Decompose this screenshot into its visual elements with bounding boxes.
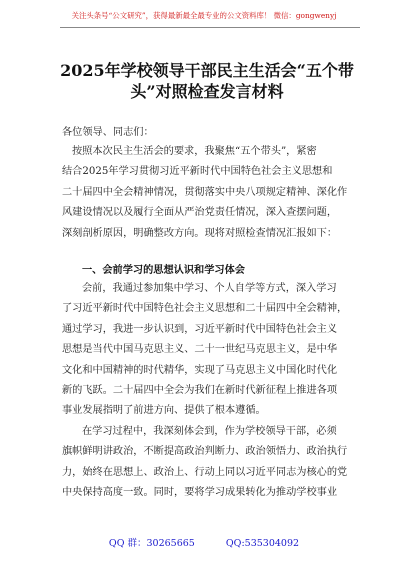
intro-line: 深刻剖析原因，明确整改方向。现将对照检查情况汇报如下：	[62, 227, 338, 239]
header-banner: 关注头条号“公文研究”，获得最新最全最专业的公文资料库！ 微信：gongwenyj	[71, 11, 337, 20]
paragraph-line: 思想是当代中国马克思主义、二十一世纪马克思主义，是中华	[62, 344, 338, 356]
paragraph-line: 在学习过程中，我深刻体会到，作为学校领导干部，必须	[82, 426, 337, 437]
section-paragraph-2	[62, 422, 354, 504]
header-divider	[60, 27, 360, 28]
intro-line: 结合2025年学习贯彻习近平新时代中国特色社会主义思想和	[62, 166, 333, 178]
paragraph-line: 新的飞跃。二十届四中全会为我们在新时代新征程上推进各项	[62, 384, 338, 396]
paragraph-line: 了习近平新时代中国特色社会主义思想和二十届四中全会精神，	[62, 303, 348, 315]
paragraph-line: 文化和中国精神的时代精华，实现了马克思主义中国化时代化	[62, 364, 338, 376]
qq-group-number: QQ 群：30265665	[108, 538, 195, 549]
paragraph-line: 通过学习，我进一步认识到，习近平新时代中国特色社会主义	[62, 323, 338, 335]
intro-line: 二十届四中全会精神情况，贯彻落实中央八项规定精神、深化作	[62, 186, 348, 198]
intro-line: 风建设情况以及履行全面从严治党责任情况，深入查摆问题，	[62, 207, 338, 219]
intro-paragraph	[62, 142, 354, 244]
document-title: 2025年学校领导干部民主生活会“五个带头”对照检查发言材料	[60, 61, 354, 101]
paragraph-line: 事业发展指明了前进方向、提供了根本遵循。	[62, 405, 266, 417]
paragraph-line: 力，始终在思想上、政治上、行动上同以习近平同志为核心的党	[62, 466, 348, 478]
intro-line: 按照本次民主生活会的要求，我聚焦“五个带头”，紧密	[72, 146, 317, 157]
qq-number: QQ:535304092	[225, 538, 300, 549]
salutation: 各位领导、同志们：	[62, 127, 154, 138]
section-heading: 一、会前学习的思想认识和学习体会	[82, 265, 245, 276]
paragraph-line: 会前，我通过参加集中学习、个人自学等方式，深入学习	[82, 283, 337, 294]
section-paragraph-1	[62, 279, 354, 422]
footer-contact	[0, 535, 408, 549]
paragraph-line: 旗帜鲜明讲政治，不断提高政治判断力、政治领悟力、政治执行	[62, 446, 348, 458]
paragraph-line: 中央保持高度一致。同时，要将学习成果转化为推动学校事业	[62, 487, 338, 499]
